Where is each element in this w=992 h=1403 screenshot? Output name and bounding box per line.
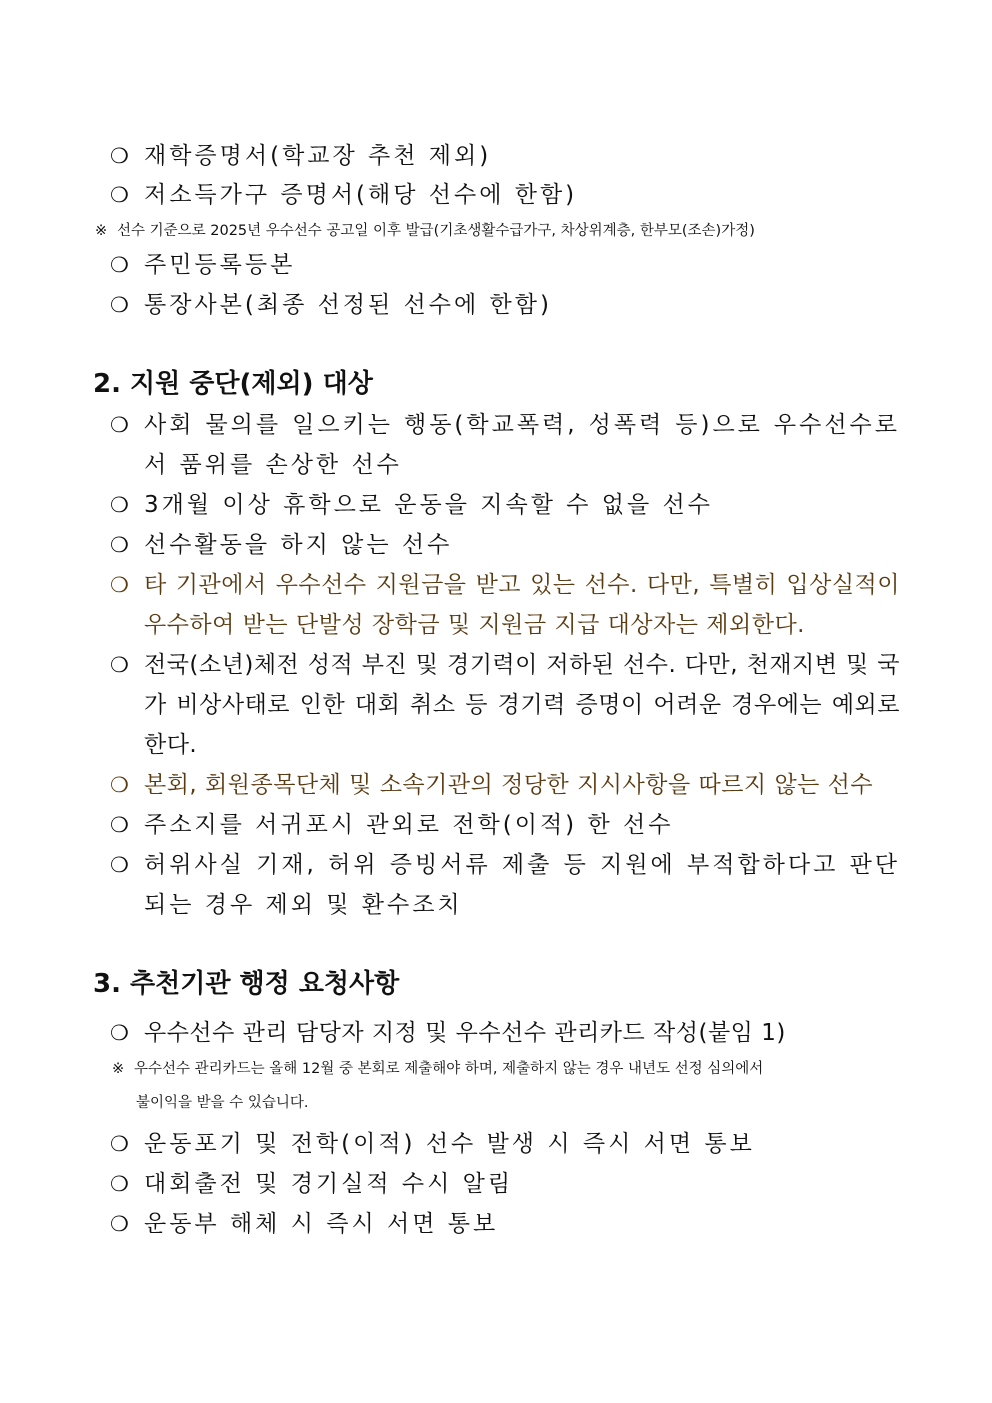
list-item-text: 사회 물의를 일으키는 행동(학교폭력, 성폭력 등)으로 우수선수로서 품위를 손상한 선수 — [144, 412, 900, 478]
note — [95, 220, 900, 242]
list-item — [110, 485, 900, 525]
list-item-text: 운동포기 및 전학(이적) 선수 발생 시 즉시 서면 통보 — [144, 1131, 755, 1157]
bullet-icon: ❍ — [110, 1132, 130, 1156]
note-text: 선수 기준으로 2025년 우수선수 공고일 이후 발급(기초생활수급가구, 차상위계층, 한부모(조손)가정) — [117, 223, 755, 239]
bullet-icon: ❍ — [110, 1172, 130, 1196]
list-item-text: 재학증명서(학교장 추천 제외) — [144, 143, 492, 169]
list-item — [110, 845, 900, 925]
bullet-icon: ❍ — [110, 813, 130, 837]
note — [112, 1058, 900, 1114]
list-item-text: 통장사본(최종 선정된 선수에 한함) — [144, 292, 552, 318]
list-item-text: 허위사실 기재, 허위 증빙서류 제출 등 지원에 부적합하다고 판단되는 경우 제외 및 환수조치 — [144, 852, 900, 918]
list-item — [110, 405, 900, 485]
list-item-text: 대회출전 및 경기실적 수시 알림 — [144, 1171, 514, 1197]
list-item-text: 저소득가구 증명서(해당 선수에 한함) — [144, 182, 578, 208]
list-item-text: 선수활동을 하지 않는 선수 — [144, 532, 453, 558]
note-mark: ※ — [95, 223, 108, 239]
list-item-text: 우수선수 관리 담당자 지정 및 우수선수 관리카드 작성(붙임 1) — [144, 1020, 786, 1046]
bullet-icon: ❍ — [110, 1021, 130, 1045]
list-item — [110, 175, 900, 215]
bullet-icon: ❍ — [110, 653, 130, 677]
list-item — [110, 565, 900, 645]
list-item-text: 전국(소년)체전 성적 부진 및 경기력이 저하된 선수. 다만, 천재지변 및 국가 비상사태로 인한 대회 취소 등 경기력 증명이 어려운 경우에는 예외로 한다. — [144, 652, 900, 758]
list-item — [110, 1124, 900, 1164]
bullet-icon: ❍ — [110, 493, 130, 517]
bullet-icon: ❍ — [110, 183, 130, 207]
list-item — [110, 136, 900, 176]
list-item — [110, 805, 900, 845]
list-item — [110, 525, 900, 565]
section-heading: 3. 추천기관 행정 요청사항 — [93, 969, 400, 999]
section-heading: 2. 지원 중단(제외) 대상 — [93, 369, 373, 399]
list-item-text: 본회, 회원종목단체 및 소속기관의 정당한 지시사항을 따르지 않는 선수 — [144, 772, 874, 798]
note-text-continued: 불이익을 받을 수 있습니다. — [136, 1095, 309, 1111]
list-item-text: 주소지를 서귀포시 관외로 전학(이적) 한 선수 — [144, 812, 674, 838]
list-item — [110, 765, 900, 805]
bullet-icon: ❍ — [110, 533, 130, 557]
bullet-icon: ❍ — [110, 1212, 130, 1236]
list-item-text: 주민등록등본 — [144, 252, 296, 278]
note-text: 우수선수 관리카드는 올해 12월 중 본회로 제출해야 하며, 제출하지 않는 경우 내년도 선정 심의에서 — [134, 1061, 764, 1077]
list-item-text: 타 기관에서 우수선수 지원금을 받고 있는 선수. 다만, 특별히 입상실적이 우수하여 받는 단발성 장학금 및 지원금 지급 대상자는 제외한다. — [144, 572, 900, 638]
bullet-icon: ❍ — [110, 144, 130, 168]
bullet-icon: ❍ — [110, 573, 130, 597]
bullet-icon: ❍ — [110, 853, 130, 877]
list-item — [110, 1013, 900, 1053]
list-item — [110, 1204, 900, 1244]
list-item-text: 3개월 이상 휴학으로 운동을 지속할 수 없을 선수 — [144, 492, 713, 518]
list-item — [110, 285, 900, 325]
list-item — [110, 1164, 900, 1204]
note-mark: ※ — [112, 1061, 125, 1077]
bullet-icon: ❍ — [110, 253, 130, 277]
bullet-icon: ❍ — [110, 413, 130, 437]
list-item-text: 운동부 해체 시 즉시 서면 통보 — [144, 1211, 499, 1237]
bullet-icon: ❍ — [110, 773, 130, 797]
list-item — [110, 245, 900, 285]
list-item — [110, 645, 900, 765]
bullet-icon: ❍ — [110, 293, 130, 317]
